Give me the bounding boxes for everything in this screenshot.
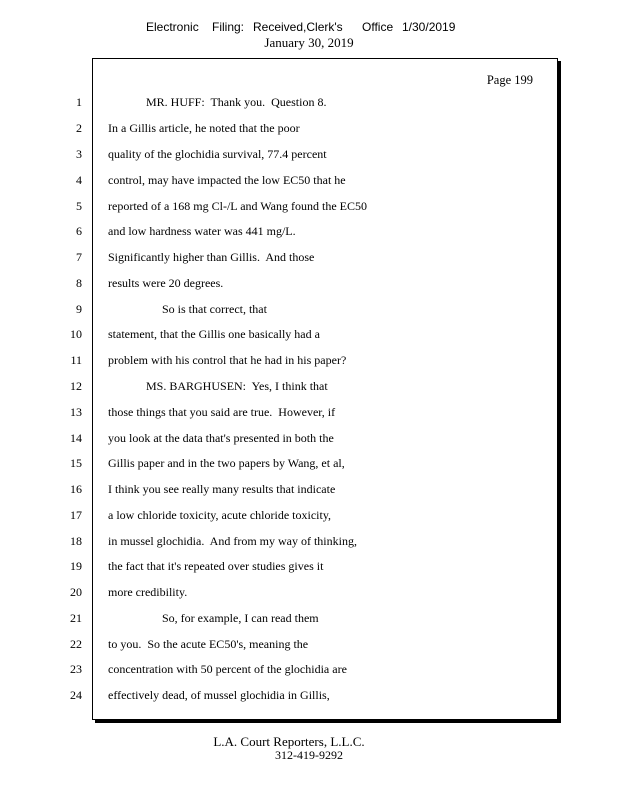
transcript-line: MS. BARGHUSEN: Yes, I think that xyxy=(146,379,328,393)
stamp-part: Electronic xyxy=(146,20,199,34)
transcript-line: the fact that it's repeated over studies gives it xyxy=(108,559,324,573)
line-number: 4 xyxy=(76,173,82,187)
transcript-line: Significantly higher than Gillis. And those xyxy=(108,250,315,264)
transcript-line: problem with his control that he had in his paper? xyxy=(108,353,347,367)
court-reporter-phone: 312-419-9292 xyxy=(275,748,343,762)
transcript-line: to you. So the acute EC50's, meaning the xyxy=(108,637,309,651)
court-reporter-name: L.A. Court Reporters, L.L.C. xyxy=(213,734,365,749)
stamp-part: 1/30/2019 xyxy=(402,20,456,34)
transcript-line: concentration with 50 percent of the glochidia are xyxy=(108,662,347,676)
filing-date: January 30, 2019 xyxy=(264,35,354,50)
line-number: 21 xyxy=(70,611,82,625)
transcript-line: in mussel glochidia. And from my way of thinking, xyxy=(108,534,357,548)
transcript-line: quality of the glochidia survival, 77.4 percent xyxy=(108,147,327,161)
stamp-part: Office xyxy=(362,20,394,34)
transcript-line: effectively dead, of mussel glochidia in Gillis, xyxy=(108,688,330,702)
line-number: 17 xyxy=(70,508,82,522)
line-number: 12 xyxy=(70,379,82,393)
line-number: 18 xyxy=(70,534,82,548)
transcript-line: statement, that the Gillis one basically had a xyxy=(108,327,320,341)
transcript-line: those things that you said are true. However, if xyxy=(108,405,336,419)
court-reporter-phone-line xyxy=(0,748,618,763)
line-number: 8 xyxy=(76,276,82,290)
transcript-line: reported of a 168 mg Cl-/L and Wang found the EC50 xyxy=(108,199,367,213)
transcript-line: So, for example, I can read them xyxy=(162,611,319,625)
transcript-line: you look at the data that's presented in both the xyxy=(108,431,334,445)
line-number: 10 xyxy=(70,327,82,341)
page-number: Page 199 xyxy=(486,73,533,87)
transcript-line: and low hardness water was 441 mg/L. xyxy=(108,224,296,238)
transcript-line: control, may have impacted the low EC50 that he xyxy=(108,173,346,187)
line-number: 22 xyxy=(70,637,82,651)
filing-date-line xyxy=(0,35,618,51)
line-number: 6 xyxy=(76,224,82,238)
line-number: 15 xyxy=(70,456,82,470)
transcript-line: results were 20 degrees. xyxy=(108,276,224,290)
line-number: 11 xyxy=(70,353,82,367)
transcript-line: In a Gillis article, he noted that the poor xyxy=(108,121,300,135)
line-number: 2 xyxy=(76,121,82,135)
stamp-part: Received,Clerk's xyxy=(253,20,343,34)
transcript-line: MR. HUFF: Thank you. Question 8. xyxy=(146,95,327,109)
line-number: 3 xyxy=(76,147,82,161)
stamp-part: Filing: xyxy=(212,20,245,34)
line-number: 7 xyxy=(76,250,82,264)
line-number: 24 xyxy=(70,688,82,702)
line-number: 5 xyxy=(76,199,82,213)
line-number: 19 xyxy=(70,559,82,573)
transcript-line: a low chloride toxicity, acute chloride toxicity, xyxy=(108,508,332,522)
line-number: 1 xyxy=(76,95,82,109)
line-number: 16 xyxy=(70,482,82,496)
transcript-line: more credibility. xyxy=(108,585,188,599)
line-number: 9 xyxy=(76,302,82,316)
transcript-line: Gillis paper and in the two papers by Wang, et al, xyxy=(108,456,345,470)
line-number: 23 xyxy=(70,662,82,676)
transcript-line: So is that correct, that xyxy=(162,302,267,316)
line-number: 20 xyxy=(70,585,82,599)
transcript-line: I think you see really many results that indicate xyxy=(108,482,336,496)
line-number: 13 xyxy=(70,405,82,419)
line-number: 14 xyxy=(70,431,82,445)
